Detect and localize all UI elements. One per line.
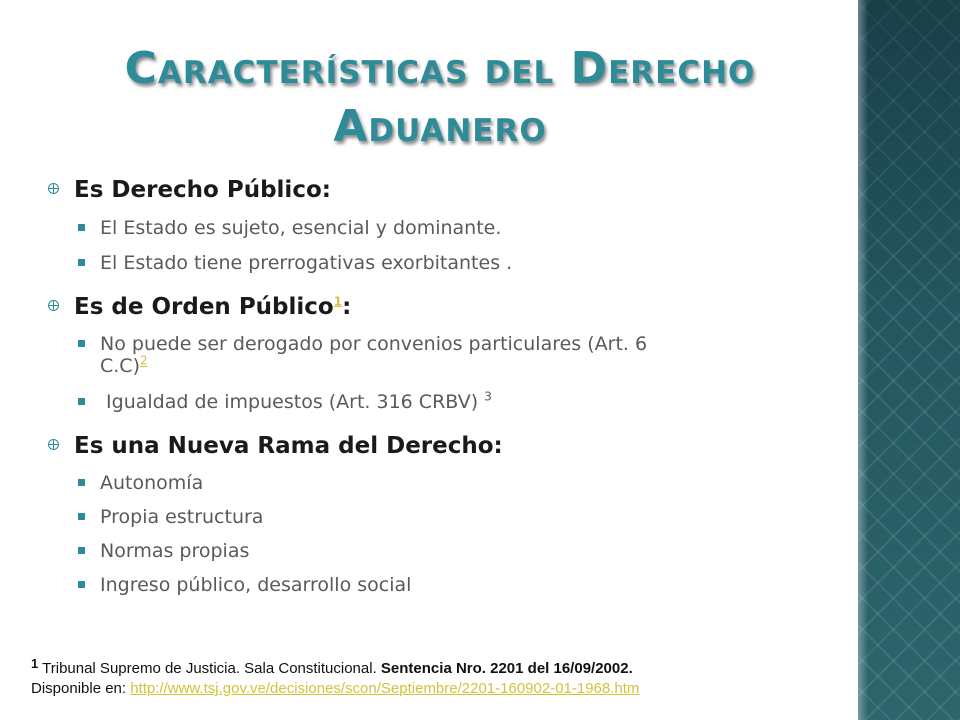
list-item-text: El Estado tiene prerrogativas exorbitantes .	[100, 252, 513, 274]
footnote-available-label: Disponible en:	[31, 680, 131, 697]
square-bullet-icon	[78, 547, 85, 554]
footnote	[31, 654, 861, 699]
square-bullet-icon	[78, 513, 85, 520]
footnote-ref-link[interactable]: 1	[333, 294, 343, 309]
list-item	[48, 540, 848, 562]
circle-bullet-icon	[48, 300, 59, 311]
slide-title	[30, 40, 850, 156]
list-item	[48, 217, 848, 239]
footnote-bold-citation: Sentencia Nro. 2201 del 16/09/2002.	[380, 660, 633, 677]
list-item-text: Normas propias	[100, 540, 250, 562]
section-heading-text: Es Derecho Público:	[74, 177, 331, 203]
title-line-1: Características del Derecho	[124, 43, 756, 94]
list-item	[48, 574, 848, 596]
footnote-number: 1	[31, 656, 39, 671]
footnote-text: Tribunal Supremo de Justicia. Sala Constitucional.	[38, 660, 381, 677]
square-bullet-icon	[78, 340, 85, 347]
footnote-url-link[interactable]: http://www.tsj.gov.ve/decisiones/scon/Septiembre/2201-160902-01-1968.htm	[130, 680, 640, 697]
section-heading-nueva-rama	[48, 430, 848, 462]
square-bullet-icon	[78, 224, 85, 231]
list-item-text: Autonomía	[100, 472, 204, 494]
list-item	[48, 333, 848, 377]
section-heading-text: Es de Orden Público	[74, 294, 334, 320]
circle-bullet-icon	[48, 439, 59, 450]
list-item-text-line-1: No puede ser derogado por convenios particulares (Art. 6	[100, 333, 648, 355]
list-item-text-line-2: C.C)	[100, 355, 140, 377]
circle-bullet-icon	[48, 183, 59, 194]
list-item-text: El Estado es sujeto, esencial y dominante.	[100, 217, 502, 239]
square-bullet-icon	[78, 581, 85, 588]
list-item-text: Propia estructura	[100, 506, 264, 528]
side-panel-highlight	[858, 0, 960, 720]
list-item	[48, 391, 848, 413]
section-heading-orden-publico	[48, 291, 848, 323]
heading-suffix: :	[342, 294, 352, 320]
square-bullet-icon	[78, 479, 85, 486]
slide-content	[48, 174, 848, 596]
decorative-side-panel	[858, 0, 960, 720]
footnote-ref: 3	[484, 389, 492, 404]
section-heading-derecho-publico	[48, 174, 848, 206]
square-bullet-icon	[78, 259, 85, 266]
list-item-text: Ingreso público, desarrollo social	[100, 574, 412, 596]
list-item	[48, 472, 848, 494]
section-heading-text: Es una Nueva Rama del Derecho:	[74, 433, 503, 459]
list-item	[48, 252, 848, 274]
square-bullet-icon	[78, 398, 85, 405]
footnote-ref-link[interactable]: 2	[140, 353, 148, 368]
list-item	[48, 506, 848, 528]
title-line-2: Aduanero	[333, 101, 547, 152]
list-item-text: Igualdad de impuestos (Art. 316 CRBV)	[100, 391, 485, 413]
